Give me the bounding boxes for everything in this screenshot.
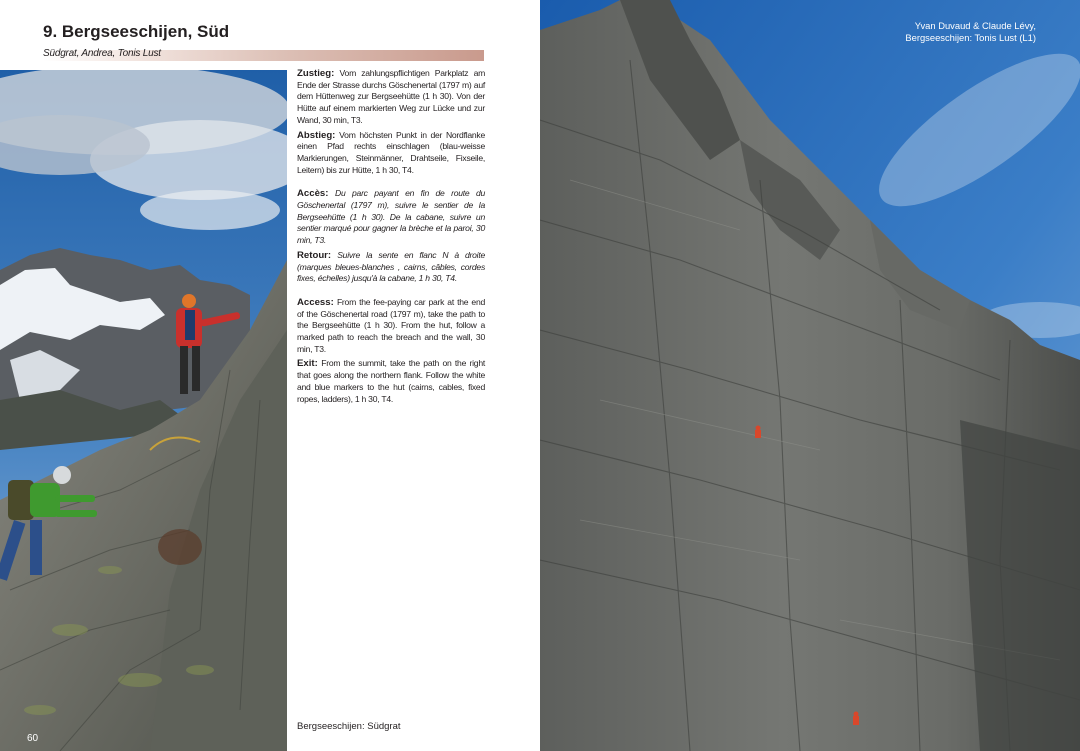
route-title: 9. Bergseeschijen, Süd [43,22,230,41]
approach-en: Access: From the fee-paying car park at the end of the Göschenertal road (1797 m), take the path to the Bergseehütte (1 h 30). From the hut, follow a marked path to reach the breach and the wall, 30 min, T3. [297,296,485,354]
credit-line-1: Yvan Duvaud & Claude Lévy, [914,20,1036,31]
route-description [297,68,485,408]
climber-on-wall [755,426,761,439]
photo-caption: Bergseeschijen: Südgrat [297,721,401,732]
descent-fr: Retour: Suivre la sente en flanc N à droite (marques bleues-blanches , cairns, câbles, cordes fixes, échelles) jusqu'à la cabane, 1 h 30, T4. [297,249,485,284]
right-page [540,0,1080,751]
credit-line-2: Bergseeschijen: Tonis Lust (L1) [905,31,1036,43]
approach-fr: Accès: Du parc payant en fin de route du Göschenertal (1797 m), suivre le sentier de la Bergseehütte (1 h 30). De la cabane, suivre un sentier marqué pour gagner la brèche et la paroi, 30 min, T3. [297,188,486,246]
approach-de: Zustieg: Vom zahlungspflichtigen Parkplatz am Ende der Strasse durchs Göschenertal (1797 m) auf dem Hüttenweg zur Bergseehütte (1 h 30). Von der Hütte auf einem markierten Weg zur Lücke und zur Wand, 30 min, T3. [297,68,486,125]
page-number: 60 [27,733,39,744]
descent-de: Abstieg: Vom höchsten Punkt in der Nordflanke einen Pfad rechts einschlagen (blau-weisse Markierungen, Steinmänner, Drahtseile, Fixseile, Leitern) bis zur Hütte, 1 h 30, T4. [297,129,486,175]
photo-credit [905,20,1036,43]
climber-bottom [853,712,859,726]
descent-en: Exit: From the summit, take the path on the right that goes along the northern flank. Follow the white and blue markers to the hut (cairns, cables, fixed ropes, ladders), 1 h 30, T4. [297,358,485,404]
rock-wall-photo [540,0,1080,751]
ridge-climbers-photo [0,70,287,751]
route-subtitle: Südgrat, Andrea, Tonis Lust [43,48,161,59]
